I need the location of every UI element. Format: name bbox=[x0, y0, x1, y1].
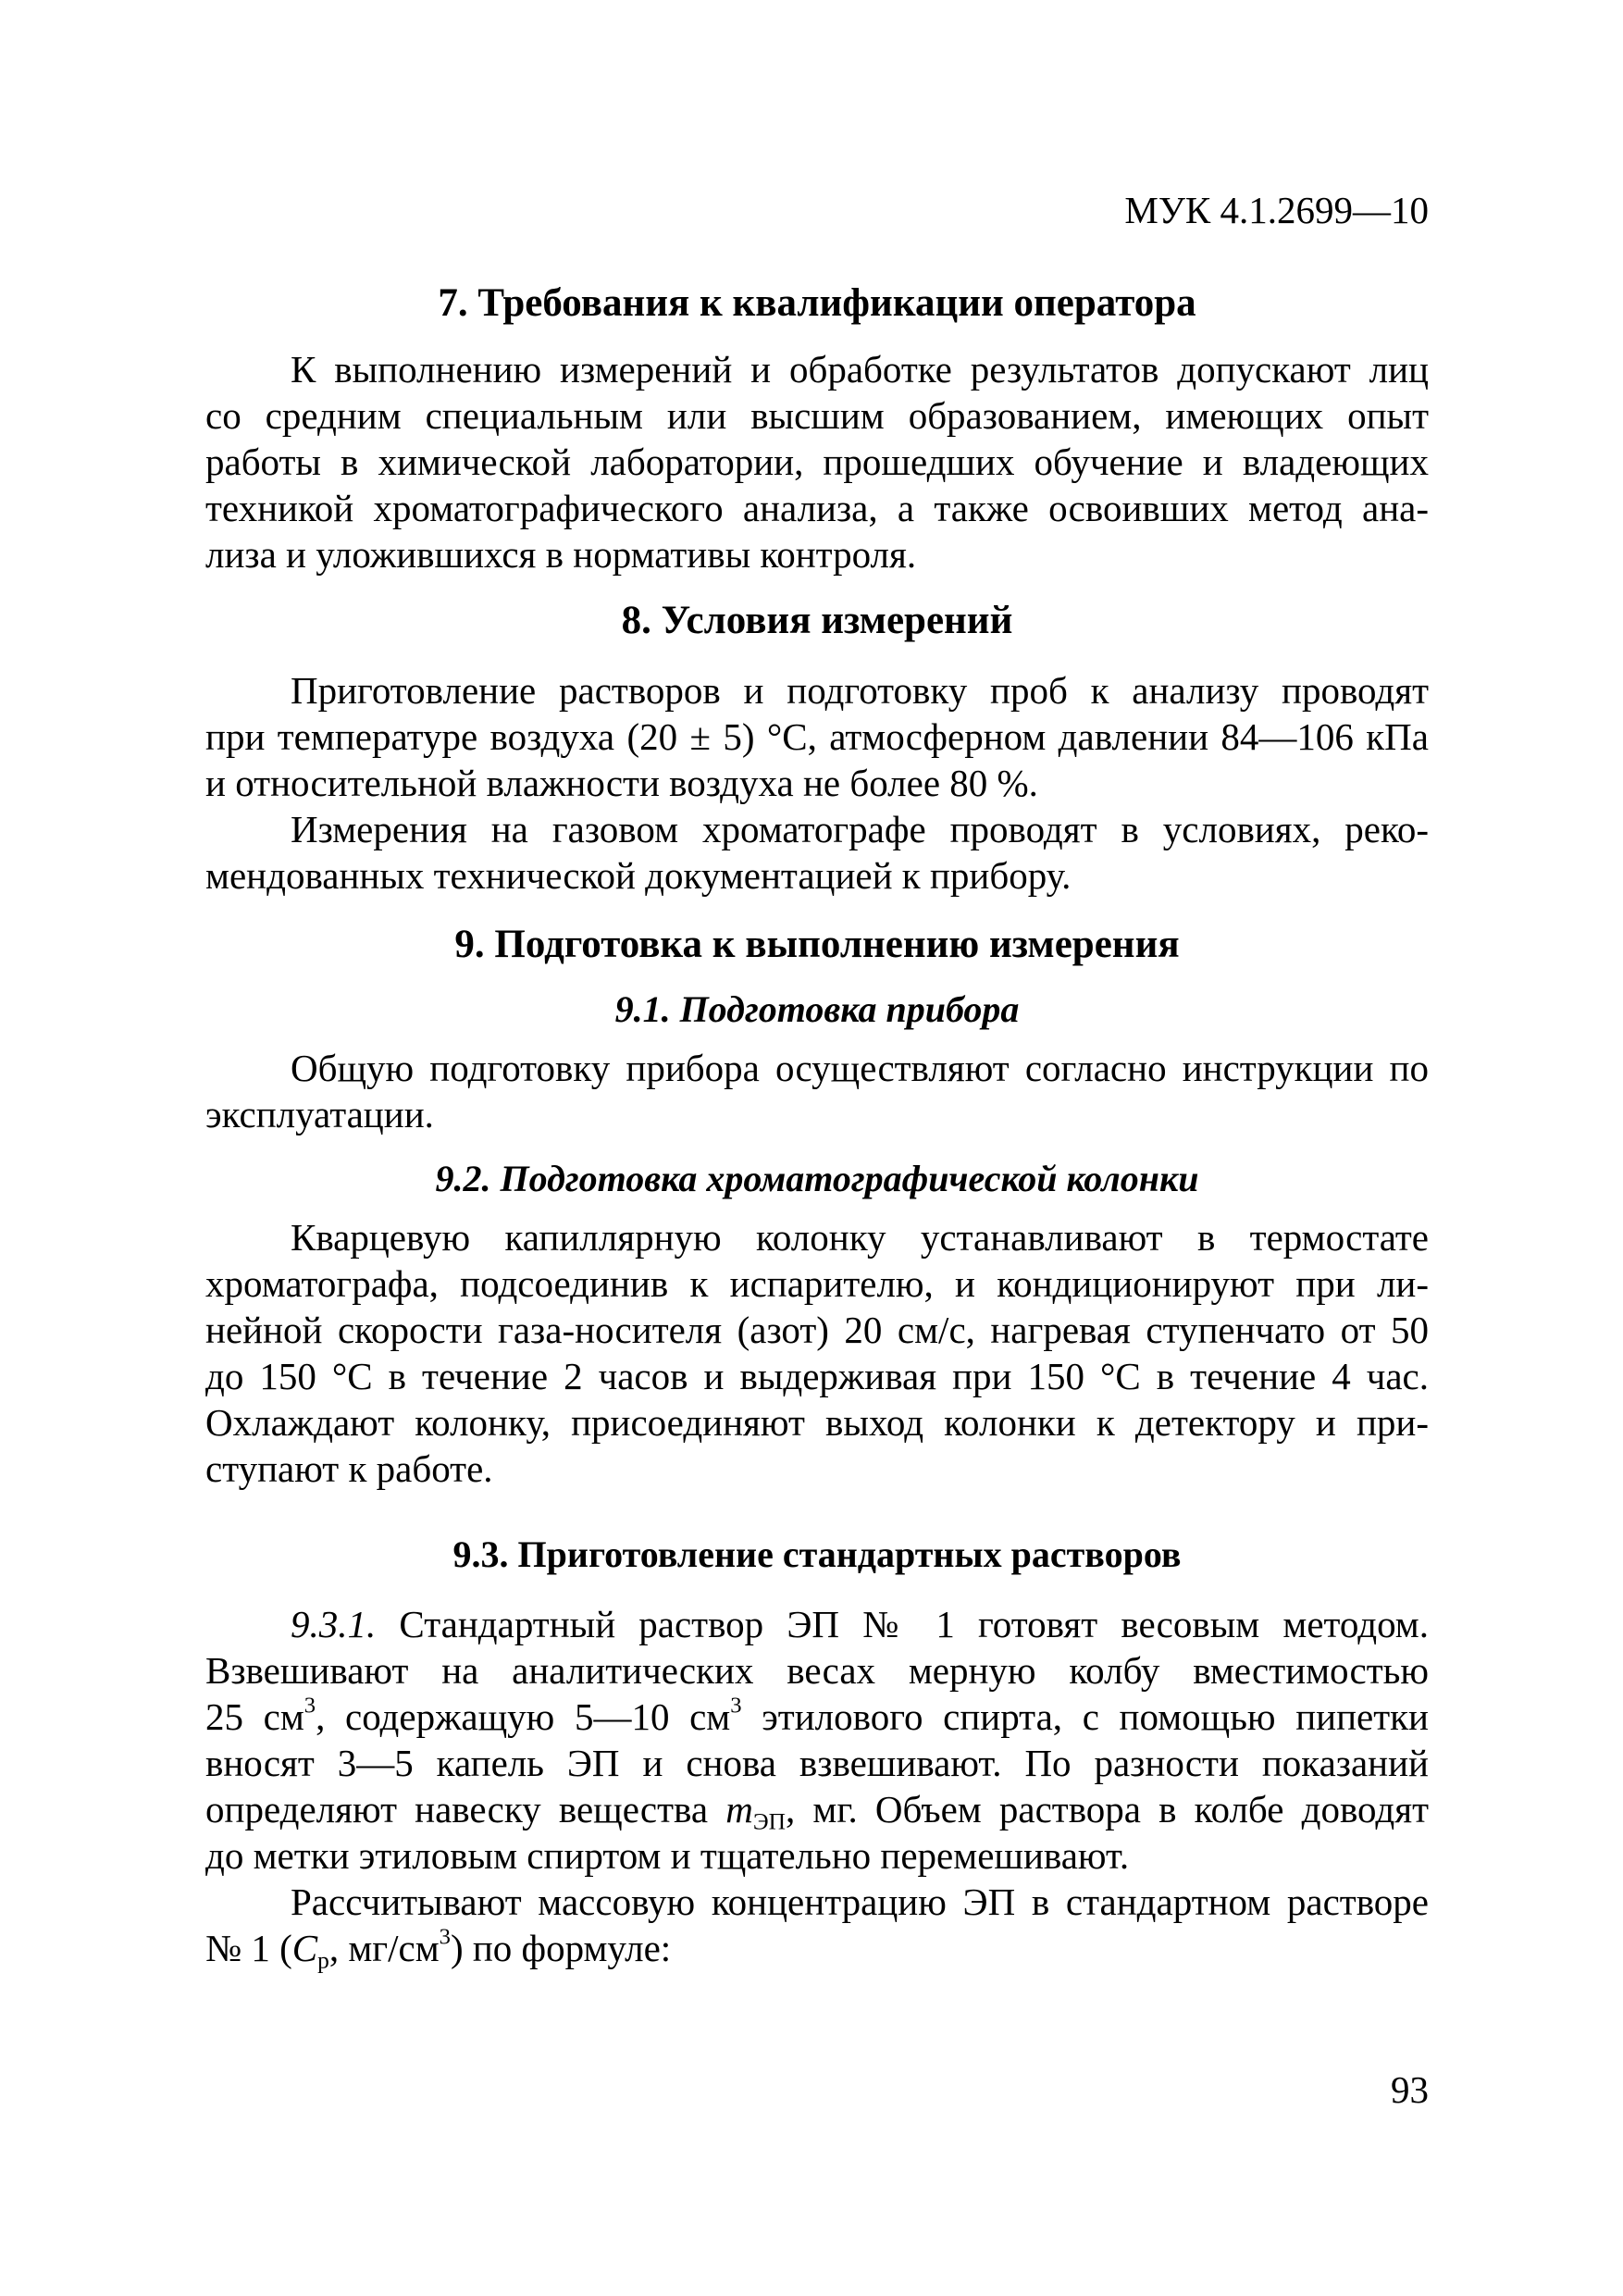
s93-line-8: № 1 ($C_р$, $мг/см^3$) по формуле: bbox=[205, 1924, 672, 1974]
s7-line-2: со средним специальным или высшим образованием, имеющих опыт bbox=[205, 394, 1429, 437]
s93-clause-number: 9.3.1. bbox=[291, 1603, 377, 1645]
section-8-title: 8. Условия измерений bbox=[621, 599, 1013, 642]
s7-line-3: работы в химической лаборатории, прошедших обучение и владеющих bbox=[205, 441, 1429, 483]
s91-line-1: Общую подготовку прибора осуществляют согласно инструкции по bbox=[291, 1047, 1429, 1089]
s93-line-6: до метки этиловым спиртом и тщательно перемешивают. bbox=[205, 1834, 1130, 1877]
s93-line-3: 25 $см^3$, содержащую 5—10 $см^3$ этилового спирта, с помощью пипетки bbox=[205, 1693, 1429, 1738]
s7-line-5: лиза и уложившихся в нормативы контроля. bbox=[205, 533, 917, 576]
s8-line-1: Приготовление растворов и подготовку проб к анализу проводят bbox=[291, 669, 1429, 712]
s8-line-3: и относительной влажности воздуха не более 80 %. bbox=[205, 762, 1038, 804]
s93-line-5: определяют навеску вещества $m_{ЭП}$, мг. Объем раствора в колбе доводят bbox=[205, 1788, 1430, 1835]
s92-line-1: Кварцевую капиллярную колонку устанавливают в термостате bbox=[291, 1216, 1429, 1259]
s92-line-2: хроматографа, подсоединив к испарителю, и кондиционируют при ли- bbox=[205, 1262, 1429, 1305]
s92-line-3: нейной скорости газа-носителя (азот) 20 см/с, нагревая ступенчато от 50 bbox=[205, 1309, 1429, 1351]
section-7-title: 7. Требования к квалификации оператора bbox=[438, 281, 1196, 325]
s92-line-6: ступают к работе. bbox=[205, 1447, 493, 1490]
s93-line-1: 9.3.1. Стандартный раствор ЭП № 1 готовят весовым методом. bbox=[291, 1603, 1429, 1645]
s93-line-7: Рассчитывают массовую концентрацию ЭП в стандартном растворе bbox=[291, 1880, 1429, 1923]
running-header: МУК 4.1.2699—10 bbox=[1124, 189, 1429, 231]
s92-line-4: до 150 °С в течение 2 часов и выдерживая при 150 °С в течение 4 час. bbox=[205, 1355, 1429, 1397]
s93-line-2: Взвешивают на аналитических весах мерную колбу вместимостью bbox=[205, 1649, 1429, 1692]
section-9-1-title: 9.1. Подготовка прибора bbox=[614, 988, 1020, 1030]
s92-line-5: Охлаждают колонку, присоединяют выход колонки к детектору и при- bbox=[205, 1401, 1429, 1444]
s7-line-4: техникой хроматографического анализа, а также освоивших метод ана- bbox=[205, 487, 1429, 529]
s91-line-2: эксплуатации. bbox=[205, 1093, 434, 1136]
s93-line-4: вносят 3—5 капель ЭП и снова взвешивают. По разности показаний bbox=[205, 1742, 1429, 1784]
s8-line-4: Измерения на газовом хроматографе проводят в условиях, реко- bbox=[291, 808, 1429, 850]
page-number: 93 bbox=[1391, 2068, 1429, 2111]
s8-line-5: мендованных технической документацией к прибору. bbox=[205, 854, 1072, 897]
s7-line-1: К выполнению измерений и обработке результатов допускают лиц bbox=[291, 348, 1429, 391]
s8-line-2: при температуре воздуха (20 ± 5) °С, атмосферном давлении 84—106 кПа bbox=[205, 715, 1429, 758]
section-9-2-title: 9.2. Подготовка хроматографической колонки bbox=[435, 1158, 1199, 1199]
section-9-3-title: 9.3. Приготовление стандартных растворов bbox=[452, 1533, 1182, 1575]
section-9-title: 9. Подготовка к выполнению измерения bbox=[454, 923, 1180, 966]
